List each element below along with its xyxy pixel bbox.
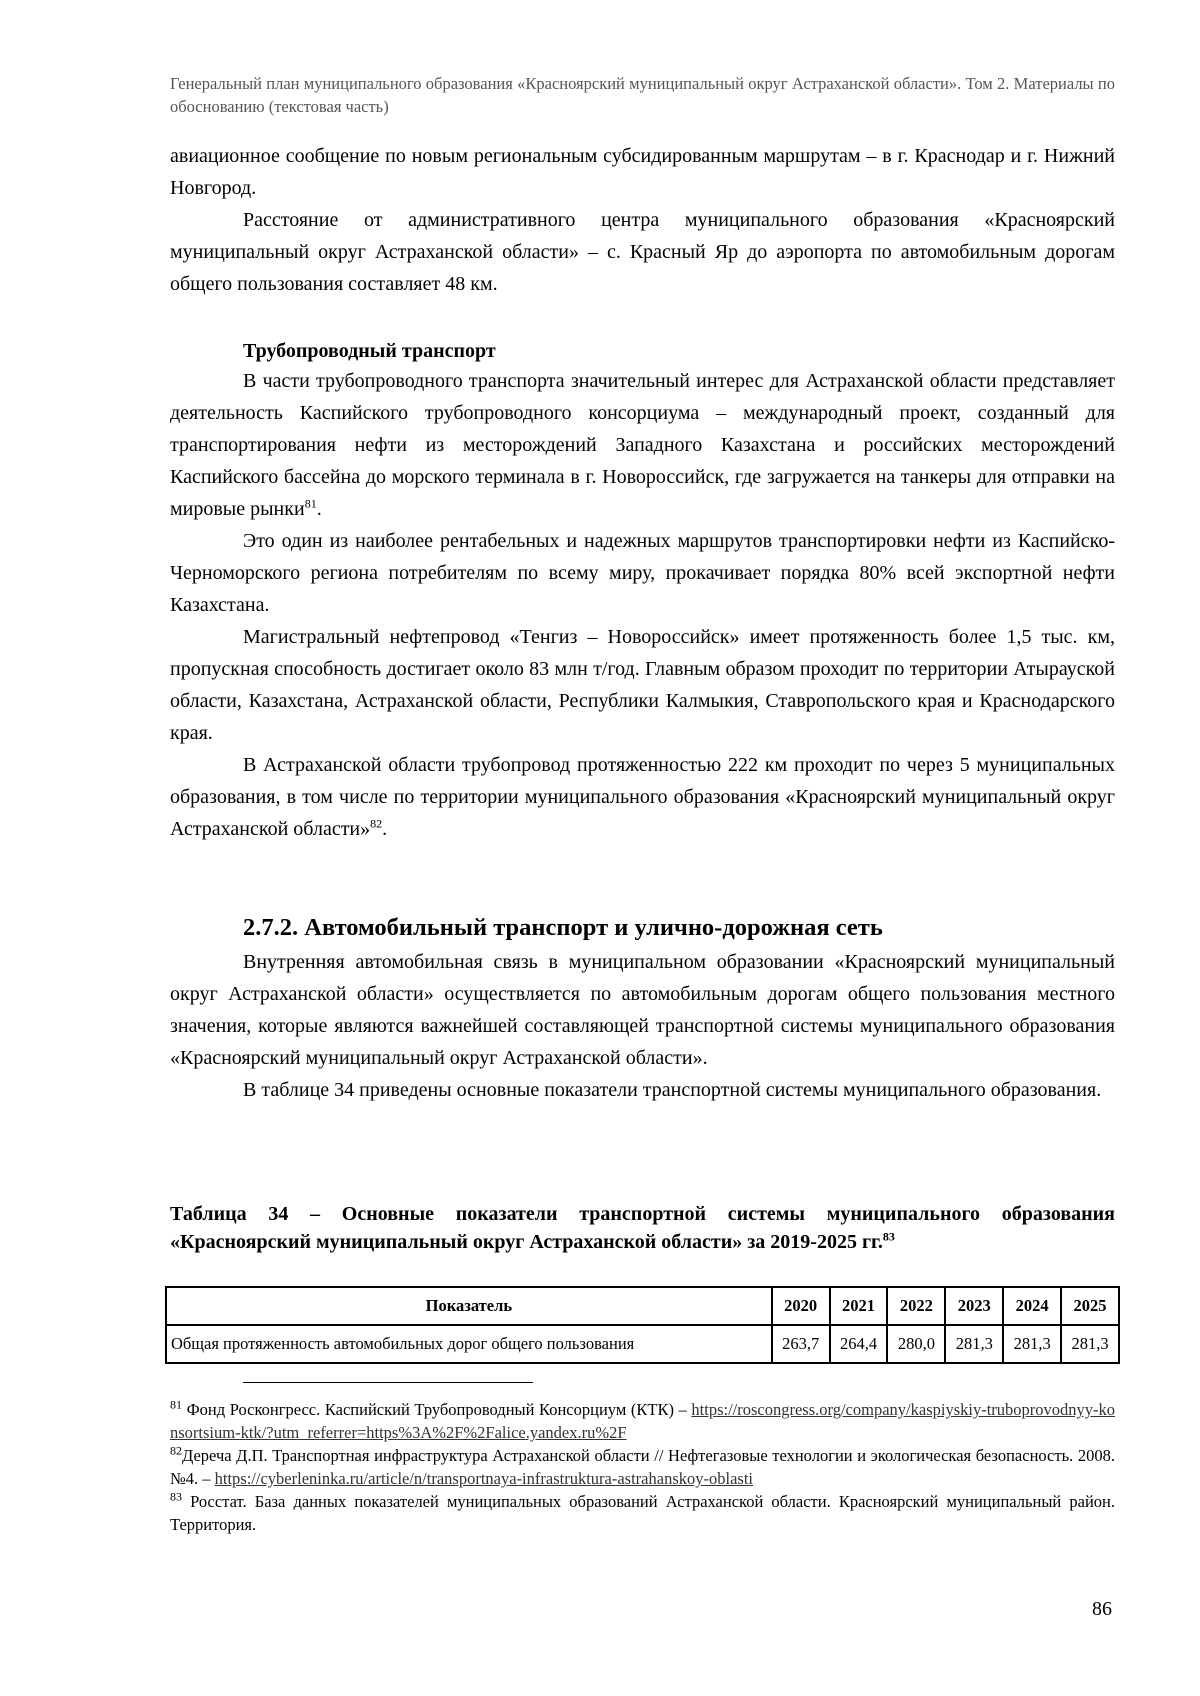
paragraph: В таблице 34 приведены основные показатели транспортной системы муниципального образования.	[243, 1079, 1102, 1101]
column-header: 2020	[772, 1287, 830, 1325]
table-caption: Таблица 34 – Основные показатели транспортной системы муниципального образования «Красноярский муниципальный округ Астраханской области» за 2019-2025 гг.$^{83}$	[170, 1203, 1115, 1253]
section-heading: 2.7.2. Автомобильный транспорт и улично-дорожная сеть	[243, 914, 883, 941]
paragraph: Магистральный нефтепровод «Тенгиз – Новороссийск» имеет протяженность более 1,5 тыс. км, пропускная способность достигает около 83 млн т/год. Главным образом проходит по территории Атырауской области, Казахстана, Астраханской области, Республики Калмыкия, Ставропольского края и Краснодарского края.	[170, 626, 1115, 744]
table-cell: 281,3	[945, 1325, 1003, 1363]
paragraph: Внутренняя автомобильная связь в муниципальном образовании «Красноярский муниципальный округ Астраханской области» осуществляется по автомобильным дорогам общего пользования местного значения, которые являются важнейшей составляющей транспортной системы муниципального образования «Красноярский муниципальный округ Астраханской области».	[170, 951, 1115, 1069]
footnote-ref[interactable]: 82	[370, 816, 383, 831]
paragraph: В части трубопроводного транспорта значительный интерес для Астраханской области представляет деятельность Каспийского трубопроводного консорциума – международный проект, созданный для транспортирования нефти из месторождений Западного Казахстана и российских месторождений Каспийского бассейна до морского терминала в г. Новороссийск, где загружается на танкеры для отправки на мировые рынки$^{81}$.	[170, 370, 1115, 520]
footnote-separator	[243, 1382, 533, 1383]
footnote-link[interactable]: https://cyberleninka.ru/article/n/transportnaya-infrastruktura-astrahanskoy-oblasti	[214, 1469, 753, 1488]
table-header-row	[166, 1287, 1119, 1325]
column-header: Показатель	[166, 1287, 772, 1325]
roads-block	[170, 946, 1115, 1106]
paragraph: В Астраханской области трубопровод протяженностью 222 км проходит по через 5 муниципальных образования, в том числе по территории муниципального образования «Красноярский муниципальный округ Астраханской области»$^{82}$.	[170, 754, 1115, 840]
table-cell: 281,3	[1003, 1325, 1061, 1363]
table-cell: 263,7	[772, 1325, 830, 1363]
running-header: Генеральный план муниципального образования «Красноярский муниципальный округ Астраханской области». Том 2. Материалы по обоснованию (текстовая часть)	[170, 74, 1115, 116]
table-cell: 281,3	[1061, 1325, 1119, 1363]
column-header: 2025	[1061, 1287, 1119, 1325]
intro-block	[170, 140, 1115, 300]
footnotes	[170, 1398, 1115, 1536]
table-cell: 280,0	[887, 1325, 945, 1363]
indicators-table	[165, 1286, 1120, 1364]
footnote-ref[interactable]: 81	[304, 496, 317, 511]
column-header: 2021	[830, 1287, 888, 1325]
footnote: $^{81}$ Фонд Росконгресс. Каспийский Трубопроводный Консорциум (КТК) – https://roscongress.org/company/kaspiyskiy-truboprovodnyy-konsortsium-ktk/?utm_referrer=https%3A%2F%2Falice.yandex.ru%2F	[170, 1397, 1116, 1442]
table-cell: 264,4	[830, 1325, 888, 1363]
footnote: $^{83}$ Росстат. База данных показателей муниципальных образований Астраханской области. Красноярский муниципальный район. Территория.	[170, 1489, 1115, 1534]
paragraph: Это один из наиболее рентабельных и надежных маршрутов транспортировки нефти из Каспийско-Черноморского региона потребителям по всему миру, прокачивает порядка 80% всей экспортной нефти Казахстана.	[170, 530, 1115, 616]
table-cell: Общая протяженность автомобильных дорог общего пользования	[166, 1325, 772, 1363]
paragraph: Расстояние от административного центра муниципального образования «Красноярский муниципальный округ Астраханской области» – с. Красный Яр до аэропорта по автомобильным дорогам общего пользования составляет 48 км.	[170, 209, 1115, 295]
pipeline-block	[170, 365, 1115, 845]
footnote-link[interactable]: https://roscongress.org/company/kaspiyskiy-truboprovodnyy-konsortsium-ktk/?utm_referrer=https%3A%2F%2Falice.yandex.ru%2F	[170, 1400, 1116, 1442]
column-header: 2024	[1003, 1287, 1061, 1325]
page-number: 86	[1092, 1598, 1112, 1620]
paragraph: авиационное сообщение по новым региональным субсидированным маршрутам – в г. Краснодар и г. Нижний Новгород.	[170, 145, 1115, 199]
footnote: $^{82}$Дереча Д.П. Транспортная инфраструктура Астраханской области // Нефтегазовые технологии и экологическая безопасность. 2008. №4. – https://cyberleninka.ru/article/n/transportnaya-infrastruktura-astrahanskoy-oblasti	[170, 1443, 1115, 1488]
column-header: 2023	[945, 1287, 1003, 1325]
column-header: 2022	[887, 1287, 945, 1325]
table-row	[166, 1325, 1119, 1363]
pipeline-heading: Трубопроводный транспорт	[243, 340, 496, 362]
footnote-ref[interactable]: 83	[882, 1229, 895, 1244]
